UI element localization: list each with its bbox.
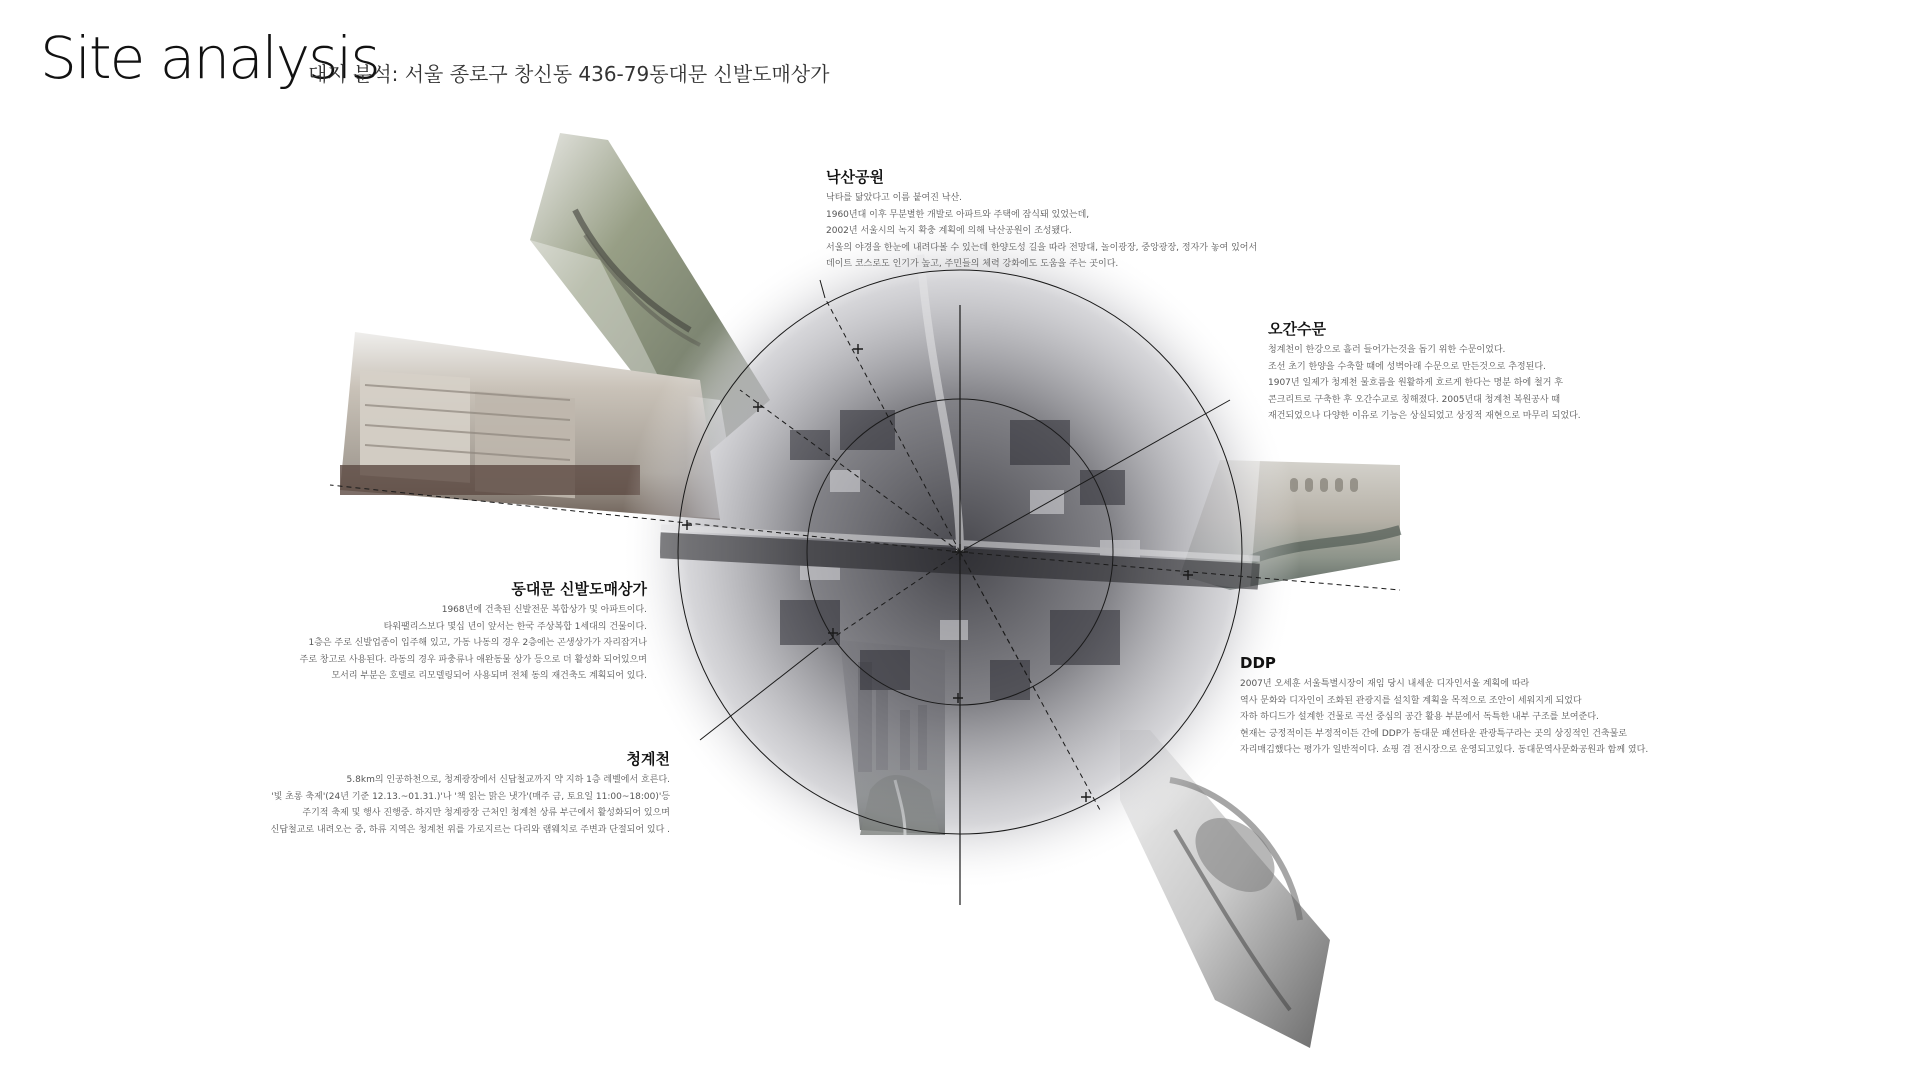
- ddp-line: 2007년 오세훈 서울특별시장이 재임 당시 내세운 디자인서울 계획에 따라: [1240, 679, 1530, 689]
- cheonggyecheon-line: 5.8km의 인공하천으로, 청계광장에서 신답철교까지 약 지하 1층 레벨에서 흐른다.: [346, 775, 670, 785]
- ddp-title: DDP: [1240, 654, 1276, 672]
- ddp-line: 자리매김했다는 평가가 일반적이다. 쇼핑 겸 전시장으로 운영되고있다. 동대문역사문화공원과 함께 였다.: [1240, 745, 1649, 755]
- ddp-line: 자하 하디드가 설계한 건물로 곡선 중심의 공간 활용 부분에서 독특한 내부 구조를 보여준다.: [1240, 712, 1599, 722]
- dongdaemun-note: [300, 578, 647, 685]
- cheonggyecheon-line: 신답철교로 내려오는 중, 하류 지역은 청계천 위를 가로지르는 다리와 램웨치로 주변과 단절되어 있다 .: [270, 824, 670, 835]
- cheonggyecheon-line: 주기적 축제 및 행사 진행중. 하지만 청계광장 근처인 청계천 상류 부근에서 활성화되어 있으며: [302, 808, 670, 818]
- dongdaemun-line: 모서리 부분은 호텔로 리모델링되어 사용되며 전체 동의 재건축도 계획되어 있다.: [331, 671, 647, 681]
- dongdaemun-title: 동대문 신발도매상가: [511, 580, 647, 598]
- dongdaemun-line: 1968년에 건축된 신발전문 복합상가 및 아파트이다.: [441, 605, 647, 615]
- page-title: Site analysis: [40, 24, 379, 92]
- dongdaemun-line: 1층은 주로 신발업종이 입주해 있고, 가동 나동의 경우 2층에는 곤생상가가 자리잡거나: [308, 638, 647, 648]
- naksan-line: 1960년대 이후 무분별한 개발로 아파트와 주택에 잠식돼 있었는데,: [826, 209, 1090, 220]
- ogansumun-note: [1268, 318, 1581, 425]
- ddp-line: 역사 문화와 디자인이 조화된 관광지를 설치할 계획을 목적으로 조안이 세워지게 되었다: [1240, 695, 1582, 706]
- cheonggyecheon-note: [271, 748, 670, 838]
- naksan-note: [826, 166, 1257, 273]
- ogansumun-line: 조선 초기 한양을 수축할 때에 성벽아래 수문으로 만든것으로 추정된다.: [1268, 361, 1546, 372]
- ogansumun-line: 재건되었으나 다양한 이유로 기능은 상실되었고 상징적 재현으로 마무리 되었다.: [1268, 411, 1581, 421]
- dongdaemun-line: 주로 창고로 사용된다. 라동의 경우 파충류나 애완동물 상가 등으로 더 활성화 되어있으며: [299, 654, 647, 665]
- naksan-line: 낙타를 닮았다고 이름 붙여진 낙산.: [826, 193, 963, 203]
- naksan-line: 데이트 코스로도 인기가 높고, 주민들의 체력 강화에도 도움을 주는 곳이다.: [826, 259, 1119, 269]
- naksan-title: 낙산공원: [826, 168, 884, 186]
- ogansumun-line: 청계천이 한강으로 흘러 들어가는것을 돕기 위한 수문이었다.: [1268, 345, 1506, 355]
- page-subtitle: 대지 분석: 서울 종로구 창신동 436-79동대문 신발도매상가: [308, 62, 830, 86]
- cheonggyecheon-line: '빛 초롱 축제'(24년 기준 12.13.~01.31.)'나 '책 읽는 맑은 냇가'(매주 금, 토요일 11:00~18:00)'등: [271, 791, 670, 802]
- ddp-note: [1240, 652, 1648, 759]
- dongdaemun-line: 타워팰리스보다 몇십 년이 앞서는 한국 주상복합 1세대의 건물이다.: [383, 621, 647, 632]
- ogansumun-title: 오간수문: [1268, 320, 1326, 338]
- naksan-line: 서울의 야경을 한눈에 내려다볼 수 있는데 한양도성 길을 따라 전망대, 놀이광장, 중앙광장, 정자가 놓여 있어서: [826, 242, 1258, 253]
- ddp-line: 현재는 긍정적이든 부정적이든 간에 DDP가 동대문 패션타운 관광특구라는 곳의 상징적인 건축물로: [1240, 728, 1627, 739]
- cheonggyecheon-title: 청계천: [626, 750, 670, 768]
- ogansumun-line: 1907년 일제가 청계천 물흐름을 원활하게 흐르게 한다는 명분 하에 철거 후: [1268, 378, 1563, 388]
- ogansumun-line: 콘크리트로 구축한 후 오간수교로 칭해졌다. 2005년대 청계천 복원공사 때: [1268, 394, 1561, 405]
- naksan-line: 2002년 서울시의 녹지 확충 계획에 의해 낙산공원이 조성됐다.: [826, 226, 1072, 236]
